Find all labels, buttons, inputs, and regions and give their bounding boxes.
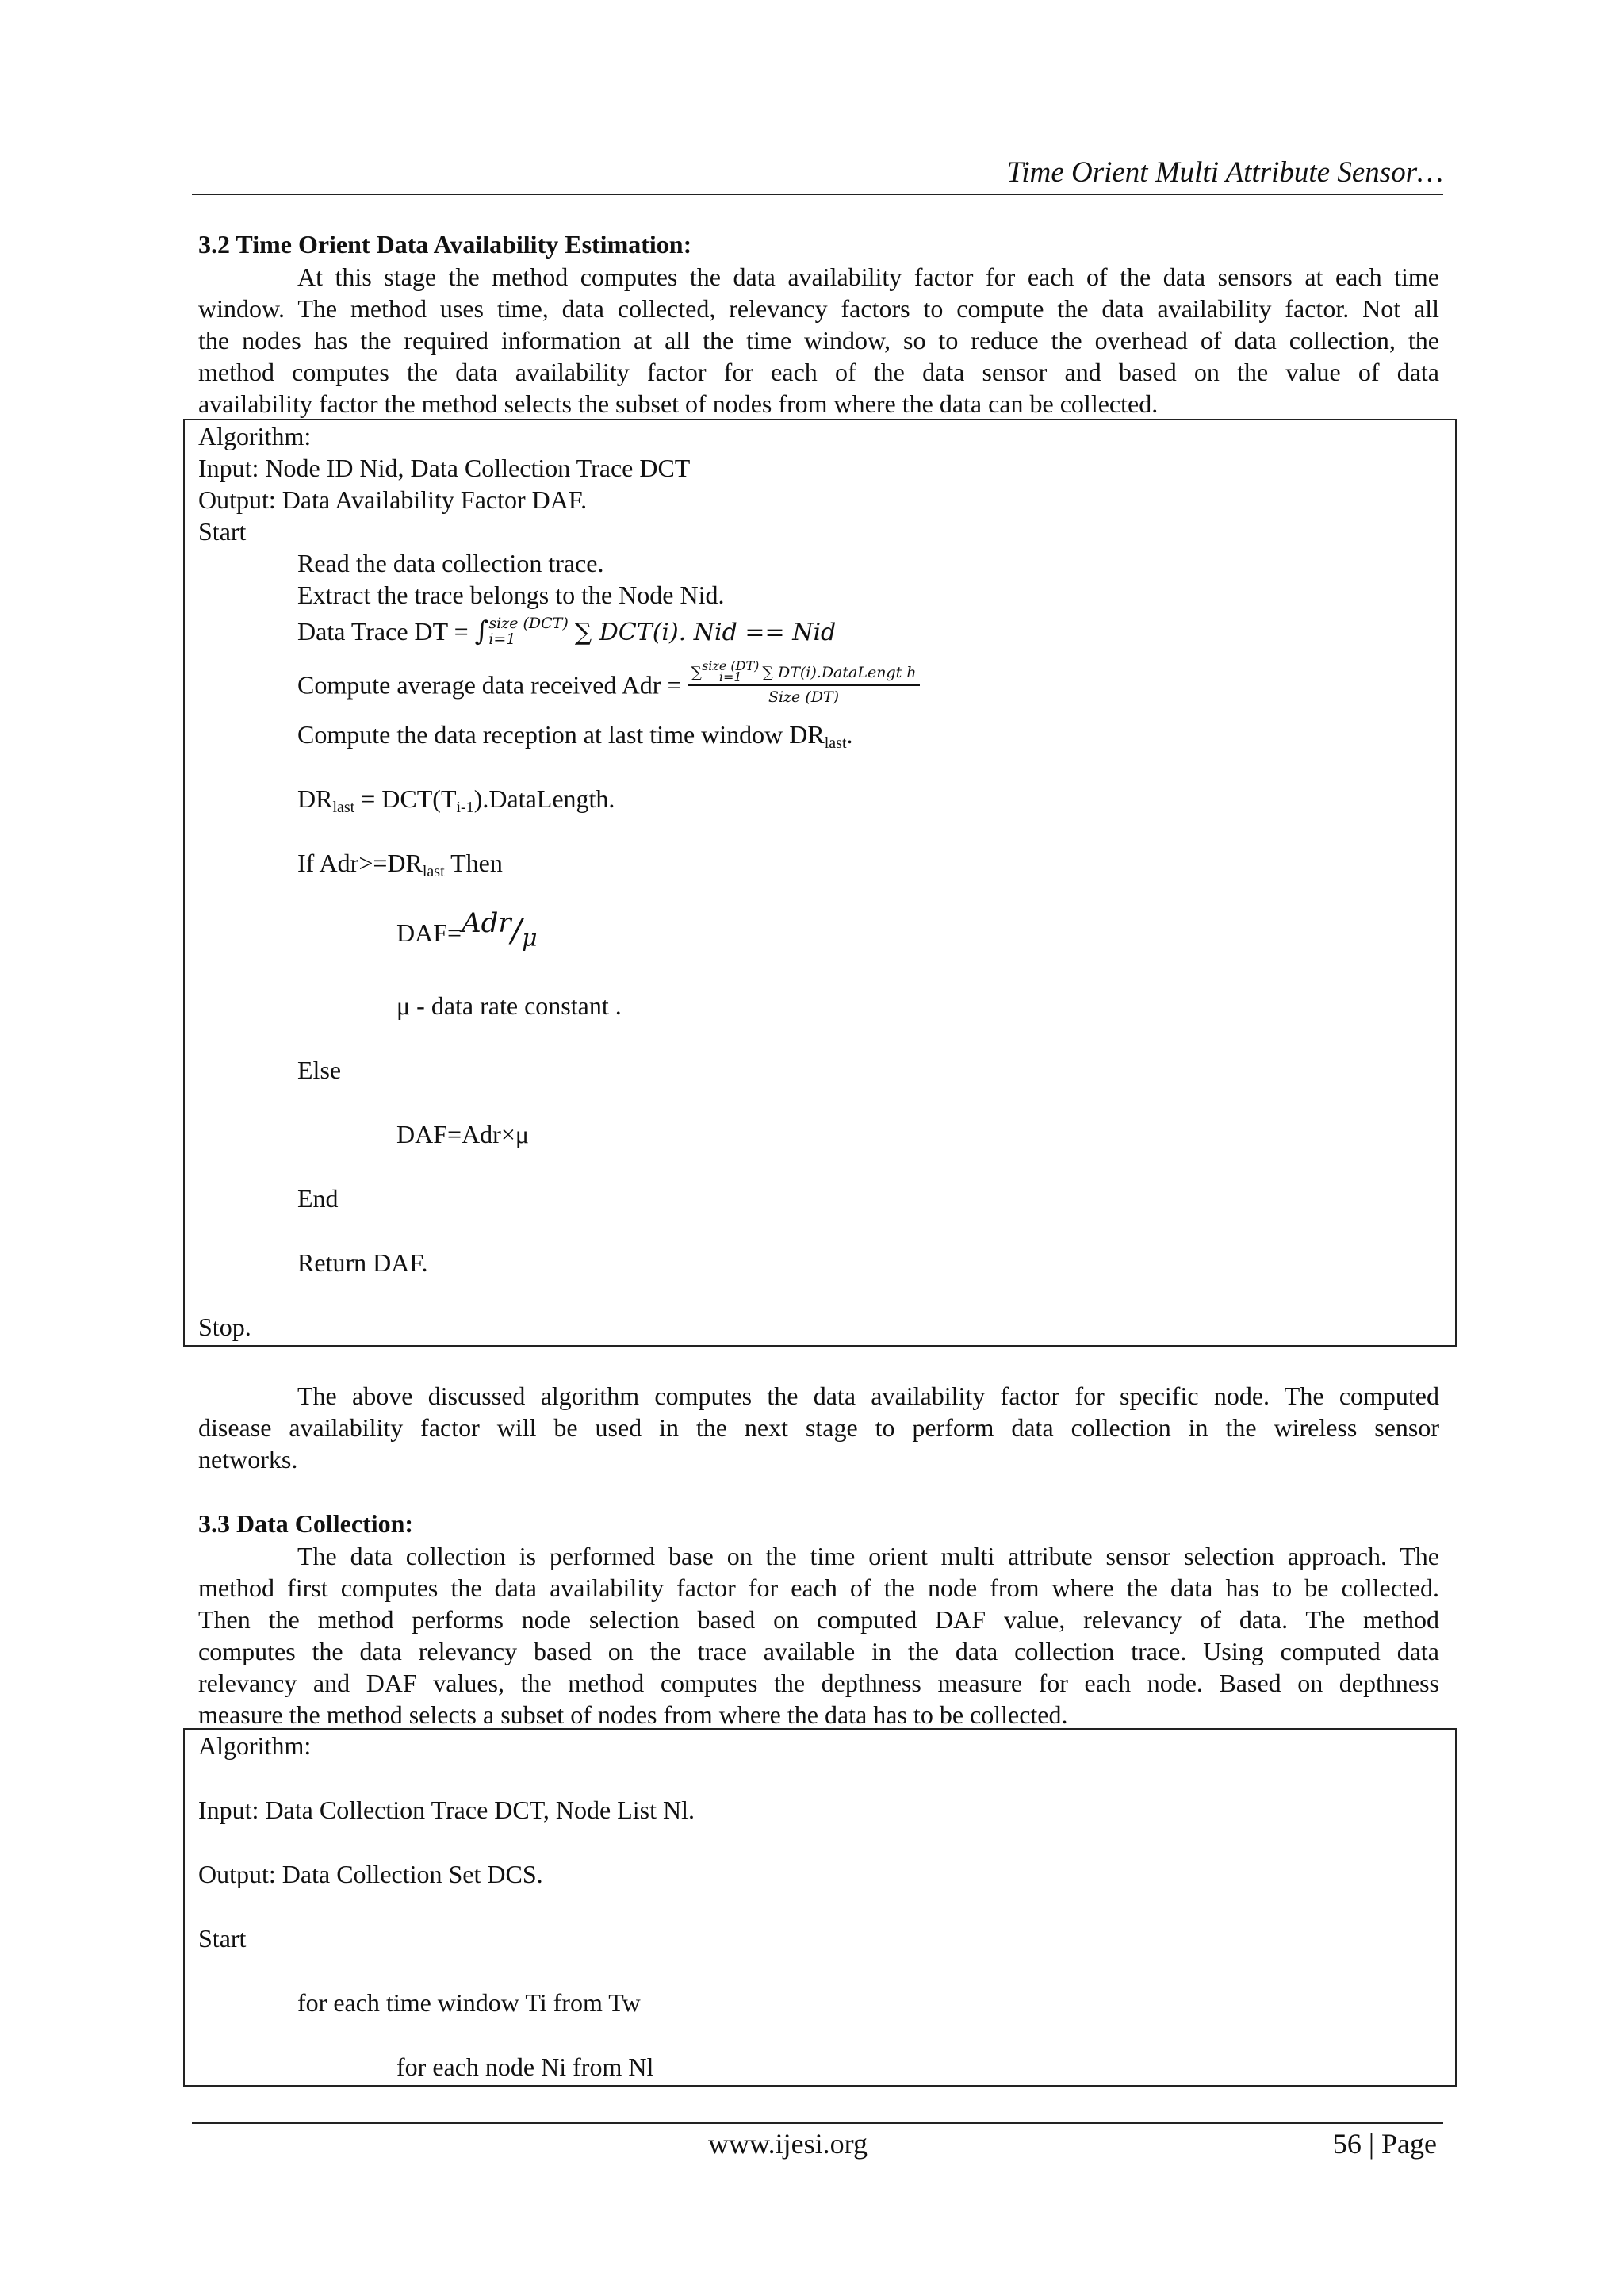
algorithm-2-loop-time-window: for each time window Ti from Tw bbox=[297, 1988, 641, 2017]
section-heading-3-2: 3.2 Time Orient Data Availability Estimation: bbox=[198, 230, 692, 259]
algorithm-1-output: Output: Data Availability Factor DAF. bbox=[198, 485, 588, 514]
sum-symbol: ∑ bbox=[691, 664, 703, 681]
numerator-expression: ∑ DT(i).DataLengt h bbox=[762, 664, 917, 681]
if-prefix: If Adr>=DR bbox=[297, 849, 423, 877]
paragraph-line: The data collection is performed base on the time orient multi attribute sensor selection approach. The bbox=[297, 1542, 1439, 1570]
algorithm-1-return: Return DAF. bbox=[297, 1248, 428, 1277]
algorithm-1-drlast-assign bbox=[297, 783, 615, 823]
drlast-subscript: last bbox=[332, 799, 355, 816]
paragraph-line: computes the data relevancy based on the trace available in the data collection trace. Using computed data bbox=[198, 1637, 1439, 1665]
sum-limits bbox=[702, 657, 760, 684]
algorithm-1-input: Input: Node ID Nid, Data Collection Trace DCT bbox=[198, 454, 691, 482]
paragraph-line: method computes the data availability factor for each of the data sensor and based on the value of data bbox=[198, 358, 1439, 386]
algorithm-2-box bbox=[183, 1728, 1457, 2087]
data-trace-label: Data Trace DT = bbox=[297, 617, 475, 646]
algorithm-2-start: Start bbox=[198, 1924, 247, 1953]
footer-page-number: 56 | Page bbox=[1332, 2128, 1437, 2160]
if-subscript: last bbox=[422, 863, 445, 880]
algorithm-1-daf-divide bbox=[396, 907, 538, 953]
drlast-prefix: DR bbox=[297, 784, 333, 813]
average-data-label: Compute average data received Adr = bbox=[297, 670, 688, 700]
algorithm-1-dr-compute bbox=[297, 719, 853, 759]
integral-upper-limit: size (DCT) bbox=[488, 614, 569, 632]
section-heading-3-3: 3.3 Data Collection: bbox=[198, 1509, 414, 1538]
sum-upper-limit: size (DT) bbox=[702, 657, 760, 673]
drlast-end: ).DataLength. bbox=[473, 784, 615, 813]
paragraph-line: availability factor the method selects the subset of nodes from where the data can be collected. bbox=[198, 389, 1159, 418]
header-rule bbox=[192, 194, 1443, 195]
fraction-numerator bbox=[688, 657, 920, 686]
section-3-2-paragraph bbox=[198, 261, 1439, 420]
paragraph-line: the nodes has the required information at all the time window, so to reduce the overhead of data collection, the bbox=[198, 326, 1439, 355]
algorithm-2-input: Input: Data Collection Trace DCT, Node List Nl. bbox=[198, 1796, 695, 1824]
algorithm-1-read-step: Read the data collection trace. bbox=[297, 549, 604, 577]
algorithm-1-if bbox=[297, 847, 503, 887]
algorithm-2-title: Algorithm: bbox=[198, 1731, 312, 1760]
integral-limits bbox=[488, 615, 568, 647]
integral-symbol: ∫ bbox=[474, 615, 489, 647]
algorithm-1-title: Algorithm: bbox=[198, 422, 312, 450]
algorithm-2-loop-node: for each node Ni from Nl bbox=[396, 2053, 654, 2081]
if-then: Then bbox=[444, 849, 503, 877]
drlast-middle: = DCT(T bbox=[354, 784, 457, 813]
paragraph-line: At this stage the method computes the data availability factor for each of the data sensors at each time bbox=[297, 263, 1439, 291]
daf-denominator: μ bbox=[522, 925, 538, 953]
algorithm-1-mu-note: μ - data rate constant . bbox=[396, 991, 622, 1020]
paragraph-line: relevancy and DAF values, the method computes the depthness measure for each node. Based on depthness bbox=[198, 1669, 1439, 1697]
footer-rule bbox=[192, 2122, 1443, 2124]
algorithm-1-extract-step: Extract the trace belongs to the Node Nid. bbox=[297, 581, 725, 609]
paragraph-line: method first computes the data availability factor for each of the node from where the data has to be collected. bbox=[198, 1573, 1439, 1602]
running-title: Time Orient Multi Attribute Sensor… bbox=[1006, 156, 1443, 189]
paragraph-line: disease availability factor will be used in the next stage to perform data collection in the wireless sensor bbox=[198, 1413, 1439, 1442]
average-data-equation bbox=[297, 657, 920, 711]
daf-slash: / bbox=[511, 913, 523, 949]
drlast-index-subscript: i-1 bbox=[456, 799, 474, 816]
data-trace-equation bbox=[297, 615, 836, 650]
dr-compute-subscript: last bbox=[824, 734, 847, 752]
algorithm-1-start: Start bbox=[198, 517, 247, 546]
paragraph-line: networks. bbox=[198, 1445, 298, 1474]
section-3-3-paragraph bbox=[198, 1540, 1439, 1731]
footer-url: www.ijesi.org bbox=[708, 2128, 868, 2160]
algorithm-1-stop: Stop. bbox=[198, 1313, 251, 1341]
algorithm-2-output: Output: Data Collection Set DCS. bbox=[198, 1860, 543, 1888]
average-data-fraction bbox=[688, 657, 920, 707]
paragraph-line: window. The method uses time, data collected, relevancy factors to compute the data availability factor. Not all bbox=[198, 294, 1439, 323]
dr-compute-text: Compute the data reception at last time window DR bbox=[297, 720, 825, 749]
after-algorithm-1-paragraph bbox=[198, 1380, 1439, 1475]
dr-compute-period: . bbox=[846, 720, 853, 749]
daf-prefix: DAF= bbox=[396, 918, 462, 947]
algorithm-1-else: Else bbox=[297, 1056, 342, 1084]
data-trace-expression: ∑ DCT(i). Nid == Nid bbox=[574, 619, 837, 646]
paragraph-line: Then the method performs node selection based on computed DAF value, relevancy of data. The method bbox=[198, 1605, 1439, 1634]
paragraph-line: The above discussed algorithm computes the data availability factor for specific node. The computed bbox=[297, 1382, 1439, 1410]
algorithm-1-daf-multiply: DAF=Adr×μ bbox=[396, 1120, 530, 1148]
paragraph-line: measure the method selects a subset of nodes from where the data has to be collected. bbox=[198, 1700, 1068, 1729]
fraction-denominator: Size (DT) bbox=[768, 688, 840, 706]
sum-lower-limit: i=1 bbox=[718, 669, 742, 684]
integral-lower-limit: i=1 bbox=[488, 630, 516, 648]
daf-numerator: Adr bbox=[462, 907, 511, 939]
algorithm-1-end: End bbox=[297, 1184, 339, 1213]
